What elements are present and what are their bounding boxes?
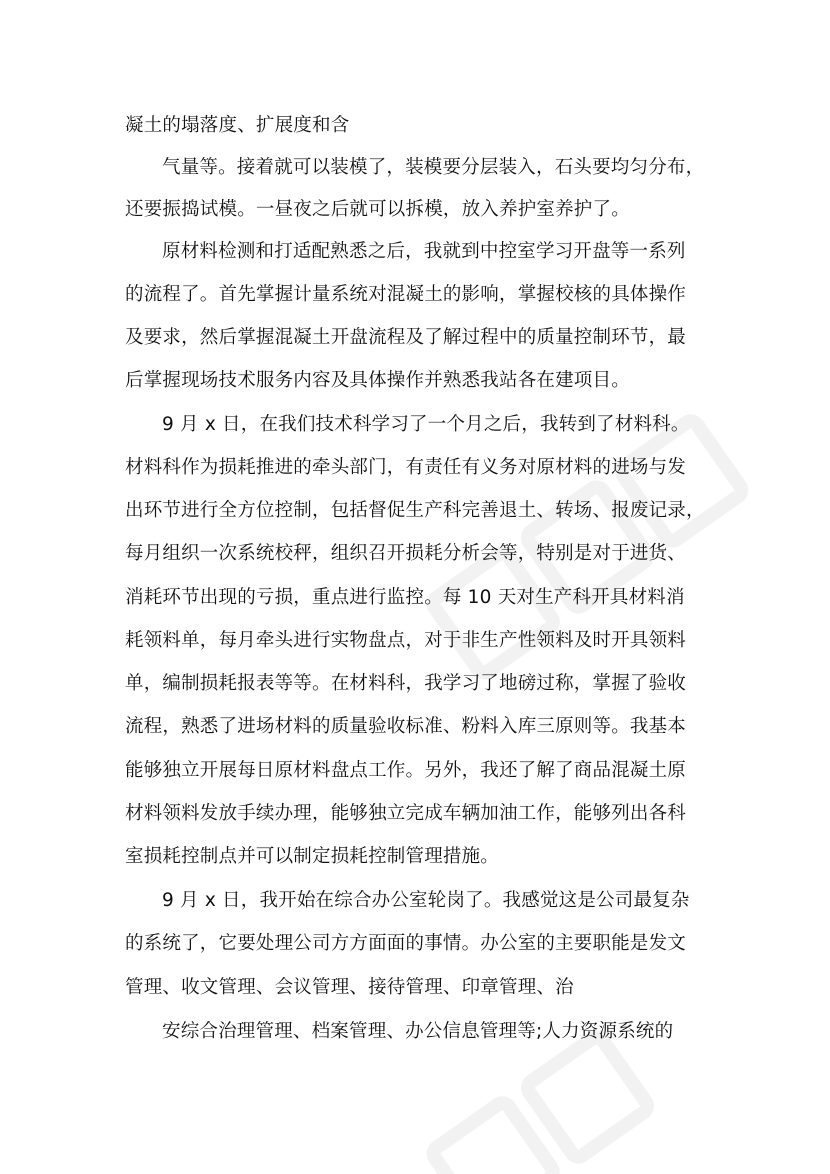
text-line-18: 室损耗控制点并可以制定损耗控制管理措施。	[125, 846, 500, 867]
text-line-1: 凝土的塌落度、扩展度和含	[125, 115, 350, 136]
text-line-15: 流程，熟悉了进场材料的质量验收标准、粉料入库三原则等。我基本	[125, 716, 687, 737]
text-line-17: 材料领料发放手续办理，能够独立完成车辆加油工作，能够列出各科	[125, 803, 687, 824]
text-line-6: 及要求，然后掌握混凝土开盘流程及了解过程中的质量控制环节，最	[125, 327, 687, 348]
text-line-11: 每月组织一次系统校秤，组织召开损耗分析会等，特别是对于进货、	[125, 543, 687, 564]
text-line-7: 后掌握现场技术服务内容及具体操作并熟悉我站各在建项目。	[125, 370, 630, 391]
text-line-10: 出环节进行全方位控制，包括督促生产科完善退土、转场、报废记录，	[125, 500, 705, 521]
text-line-3: 还要振捣试模。一昼夜之后就可以拆模，放入养护室养护了。	[125, 199, 630, 220]
text-line-2: 气量等。接着就可以装模了，装模要分层装入，石头要均匀分布，	[162, 157, 705, 178]
text-line-20: 的系统了，它要处理公司方方面面的事情。办公室的主要职能是发文	[125, 933, 687, 954]
text-line-5: 的流程了。首先掌握计量系统对混凝土的影响，掌握校核的具体操作	[125, 284, 687, 305]
text-line-4: 原材料检测和打适配熟悉之后，我就到中控室学习开盘等一系列	[162, 241, 686, 262]
text-line-22: 安综合治理管理、档案管理、办公信息管理等;人力资源系统的	[162, 1021, 674, 1042]
text-line-13: 耗领料单，每月牵头进行实物盘点，对于非生产性领料及时开具领料	[125, 630, 687, 651]
text-line-9: 材料科作为损耗推进的牵头部门，有责任有义务对原材料的进场与发	[125, 457, 687, 478]
text-line-16: 能够独立开展每日原材料盘点工作。另外，我还了解了商品混凝土原	[125, 760, 687, 781]
text-line-19: 9 月 x 日，我开始在综合办公室轮岗了。我感觉这是公司最复杂	[162, 890, 690, 911]
text-line-14: 单，编制损耗报表等等。在材料科，我学习了地磅过称，掌握了验收	[125, 673, 687, 694]
text-line-12: 消耗环节出现的亏损，重点进行监控。每 10 天对生产科开具材料消	[125, 587, 685, 608]
text-line-8: 9 月 x 日，在我们技术科学习了一个月之后，我转到了材料科。	[162, 414, 690, 435]
text-line-21: 管理、收文管理、会议管理、接待管理、印章管理、治	[125, 977, 574, 998]
